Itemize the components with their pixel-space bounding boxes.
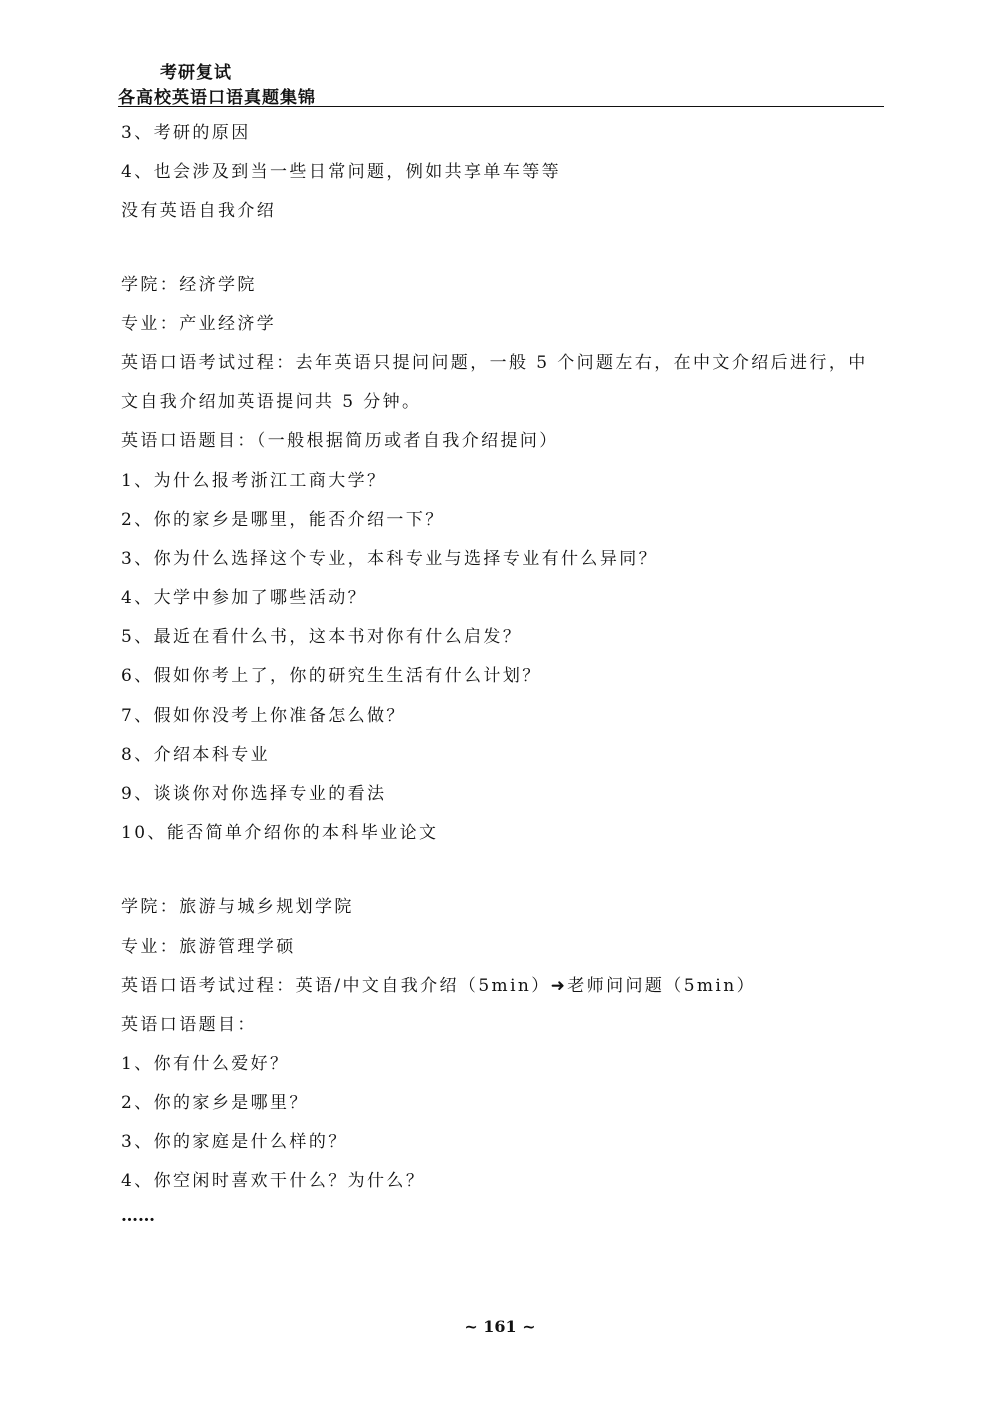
question-item: 3、你的家庭是什么样的？: [121, 1132, 348, 1152]
header-subtitle: 各高校英语口语真题集锦: [118, 88, 316, 108]
topics-label: 英语口语题目：: [121, 1015, 257, 1035]
process-text: 英语口语考试过程：去年英语只提问问题，一般 5 个问题左右，在中文介绍后进行，中: [121, 353, 868, 373]
list-item: 3、考研的原因: [121, 123, 251, 143]
question-item: 8、介绍本科专业: [121, 745, 271, 765]
college-label: 学院：经济学院: [121, 275, 257, 295]
question-item: 1、为什么报考浙江工商大学？: [121, 471, 387, 491]
question-item: 5、最近在看什么书，这本书对你有什么启发？: [121, 627, 523, 647]
header-title: 考研复试: [160, 63, 232, 83]
college-label: 学院：旅游与城乡规划学院: [121, 897, 354, 917]
process-text: 英语口语考试过程：英语/中文自我介绍（5min）➜老师问问题（5min）: [121, 976, 757, 996]
ellipsis: ……: [121, 1206, 155, 1226]
question-item: 3、你为什么选择这个专业，本科专业与选择专业有什么异同？: [121, 549, 659, 569]
question-item: 1、你有什么爱好？: [121, 1054, 290, 1074]
question-item: 2、你的家乡是哪里，能否介绍一下？: [121, 510, 445, 530]
header-divider: [118, 106, 884, 107]
process-text-continued: 文自我介绍加英语提问共 5 分钟。: [121, 392, 422, 412]
question-item: 10、能否简单介绍你的本科毕业论文: [121, 823, 439, 843]
question-item: 7、假如你没考上你准备怎么做？: [121, 706, 406, 726]
major-label: 专业：产业经济学: [121, 314, 277, 334]
question-item: 2、你的家乡是哪里？: [121, 1093, 309, 1113]
question-item: 4、大学中参加了哪些活动？: [121, 588, 368, 608]
question-item: 4、你空闲时喜欢干什么？为什么？: [121, 1171, 426, 1191]
question-item: 9、谈谈你对你选择专业的看法: [121, 784, 387, 804]
question-item: 6、假如你考上了，你的研究生生活有什么计划？: [121, 666, 542, 686]
page-number: ~ 161 ~: [464, 1317, 536, 1336]
list-item: 4、也会涉及到当一些日常问题，例如共享单车等等: [121, 162, 562, 182]
note-text: 没有英语自我介绍: [121, 201, 277, 221]
topics-label: 英语口语题目：（一般根据简历或者自我介绍提问）: [121, 431, 559, 451]
major-label: 专业：旅游管理学硕: [121, 937, 296, 957]
